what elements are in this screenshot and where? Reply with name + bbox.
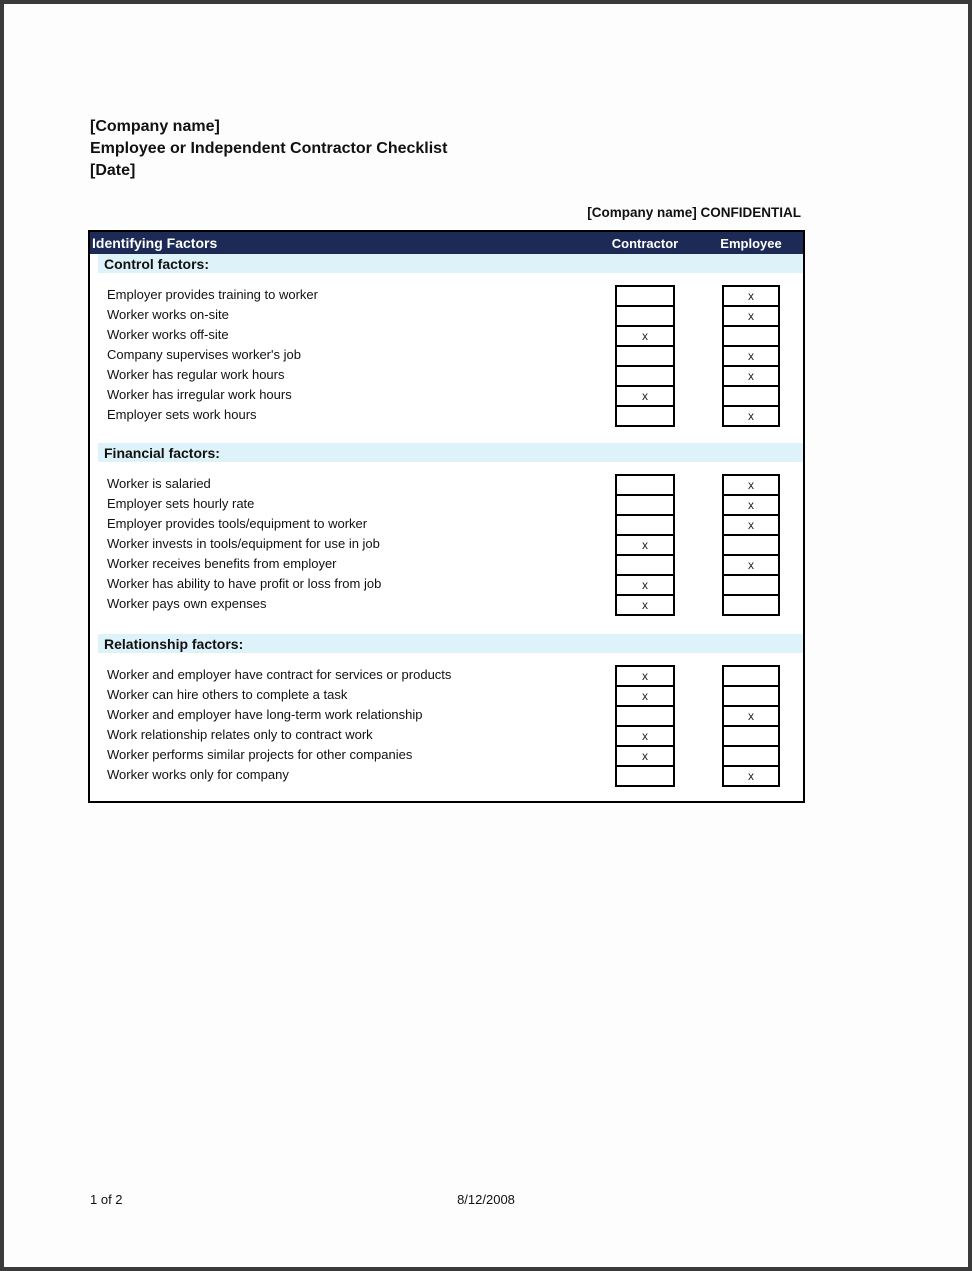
- contractor-checkbox[interactable]: [615, 494, 675, 516]
- confidential-label: [Company name] CONFIDENTIAL: [587, 205, 801, 220]
- employee-checkbox-column: [722, 285, 780, 427]
- document-header: [90, 116, 447, 182]
- employee-checkbox[interactable]: [722, 325, 780, 347]
- section-band: [98, 254, 803, 273]
- checklist-table: [88, 230, 805, 803]
- page-footer: [4, 1192, 968, 1212]
- employee-checkbox[interactable]: [722, 385, 780, 407]
- employee-checkbox-column: [722, 474, 780, 616]
- contractor-checkbox[interactable]: [615, 305, 675, 327]
- section-title: Financial factors:: [104, 444, 220, 461]
- table-header-row: [90, 232, 803, 254]
- section-rows: [90, 474, 803, 616]
- contractor-checkbox[interactable]: [615, 554, 675, 576]
- row-label: Employer provides training to worker: [107, 287, 318, 302]
- contractor-checkbox[interactable]: [615, 474, 675, 496]
- section-relationship-factors: [90, 634, 803, 787]
- employee-checkbox[interactable]: x: [722, 365, 780, 387]
- employee-checkbox[interactable]: [722, 745, 780, 767]
- document-title: Employee or Independent Contractor Checklist: [90, 140, 448, 157]
- column-header-employee: Employee: [720, 235, 782, 251]
- employee-checkbox[interactable]: x: [722, 345, 780, 367]
- employee-checkbox[interactable]: [722, 685, 780, 707]
- contractor-checkbox[interactable]: x: [615, 685, 675, 707]
- section-rows: [90, 285, 803, 427]
- document-date: [Date]: [90, 162, 136, 179]
- employee-checkbox[interactable]: x: [722, 494, 780, 516]
- employee-checkbox[interactable]: [722, 534, 780, 556]
- contractor-checkbox[interactable]: [615, 405, 675, 427]
- row-label: Worker and employer have contract for services or products: [107, 667, 452, 682]
- row-label: Employer sets hourly rate: [107, 496, 255, 511]
- row-label: Employer provides tools/equipment to worker: [107, 516, 368, 531]
- row-label: Worker works only for company: [107, 767, 289, 782]
- row-label: Worker works off-site: [107, 327, 229, 342]
- employee-checkbox[interactable]: x: [722, 554, 780, 576]
- employee-checkbox[interactable]: [722, 574, 780, 596]
- row-label: Worker performs similar projects for other companies: [107, 747, 413, 762]
- row-label: Company supervises worker's job: [107, 347, 301, 362]
- employee-checkbox[interactable]: x: [722, 765, 780, 787]
- row-label: Worker and employer have long-term work relationship: [107, 707, 423, 722]
- row-label: Worker invests in tools/equipment for use in job: [107, 536, 380, 551]
- contractor-checkbox[interactable]: [615, 285, 675, 307]
- row-label: Worker has ability to have profit or loss from job: [107, 576, 382, 591]
- contractor-checkbox[interactable]: [615, 765, 675, 787]
- employee-checkbox-column: [722, 665, 780, 787]
- employee-checkbox[interactable]: [722, 725, 780, 747]
- contractor-checkbox[interactable]: [615, 365, 675, 387]
- contractor-checkbox[interactable]: x: [615, 745, 675, 767]
- contractor-checkbox[interactable]: x: [615, 534, 675, 556]
- employee-checkbox[interactable]: x: [722, 514, 780, 536]
- contractor-checkbox-column: [615, 285, 675, 427]
- section-rows: [90, 665, 803, 787]
- contractor-checkbox[interactable]: x: [615, 385, 675, 407]
- employee-checkbox[interactable]: [722, 594, 780, 616]
- employee-checkbox[interactable]: x: [722, 405, 780, 427]
- contractor-checkbox-column: [615, 665, 675, 787]
- row-labels-column: [90, 474, 615, 616]
- row-label: Worker can hire others to complete a task: [107, 687, 348, 702]
- section-band: [98, 634, 803, 653]
- employee-checkbox[interactable]: x: [722, 474, 780, 496]
- row-labels-column: [90, 665, 615, 787]
- row-labels-column: [90, 285, 615, 427]
- row-label: Work relationship relates only to contract work: [107, 727, 373, 742]
- section-control-factors: [90, 254, 803, 427]
- contractor-checkbox[interactable]: [615, 514, 675, 536]
- row-label: Worker has irregular work hours: [107, 387, 292, 402]
- contractor-checkbox[interactable]: x: [615, 325, 675, 347]
- page-number: 1 of 2: [90, 1192, 123, 1207]
- contractor-checkbox[interactable]: x: [615, 594, 675, 616]
- row-label: Worker has regular work hours: [107, 367, 285, 382]
- company-name: [Company name]: [90, 118, 220, 135]
- row-label: Worker is salaried: [107, 476, 211, 491]
- column-header-identifying-factors: Identifying Factors: [92, 235, 218, 251]
- employee-checkbox[interactable]: [722, 665, 780, 687]
- contractor-checkbox[interactable]: x: [615, 574, 675, 596]
- contractor-checkbox[interactable]: [615, 345, 675, 367]
- employee-checkbox[interactable]: x: [722, 305, 780, 327]
- section-financial-factors: [90, 443, 803, 616]
- employee-checkbox[interactable]: x: [722, 705, 780, 727]
- row-label: Worker works on-site: [107, 307, 229, 322]
- row-label: Employer sets work hours: [107, 407, 257, 422]
- contractor-checkbox[interactable]: [615, 705, 675, 727]
- row-label: Worker receives benefits from employer: [107, 556, 337, 571]
- column-header-contractor: Contractor: [611, 235, 679, 251]
- section-band: [98, 443, 803, 462]
- employee-checkbox[interactable]: x: [722, 285, 780, 307]
- row-label: Worker pays own expenses: [107, 596, 267, 611]
- section-title: Control factors:: [104, 255, 209, 272]
- contractor-checkbox-column: [615, 474, 675, 616]
- section-title: Relationship factors:: [104, 635, 244, 652]
- contractor-checkbox[interactable]: x: [615, 665, 675, 687]
- contractor-checkbox[interactable]: x: [615, 725, 675, 747]
- footer-date: 8/12/2008: [457, 1192, 515, 1207]
